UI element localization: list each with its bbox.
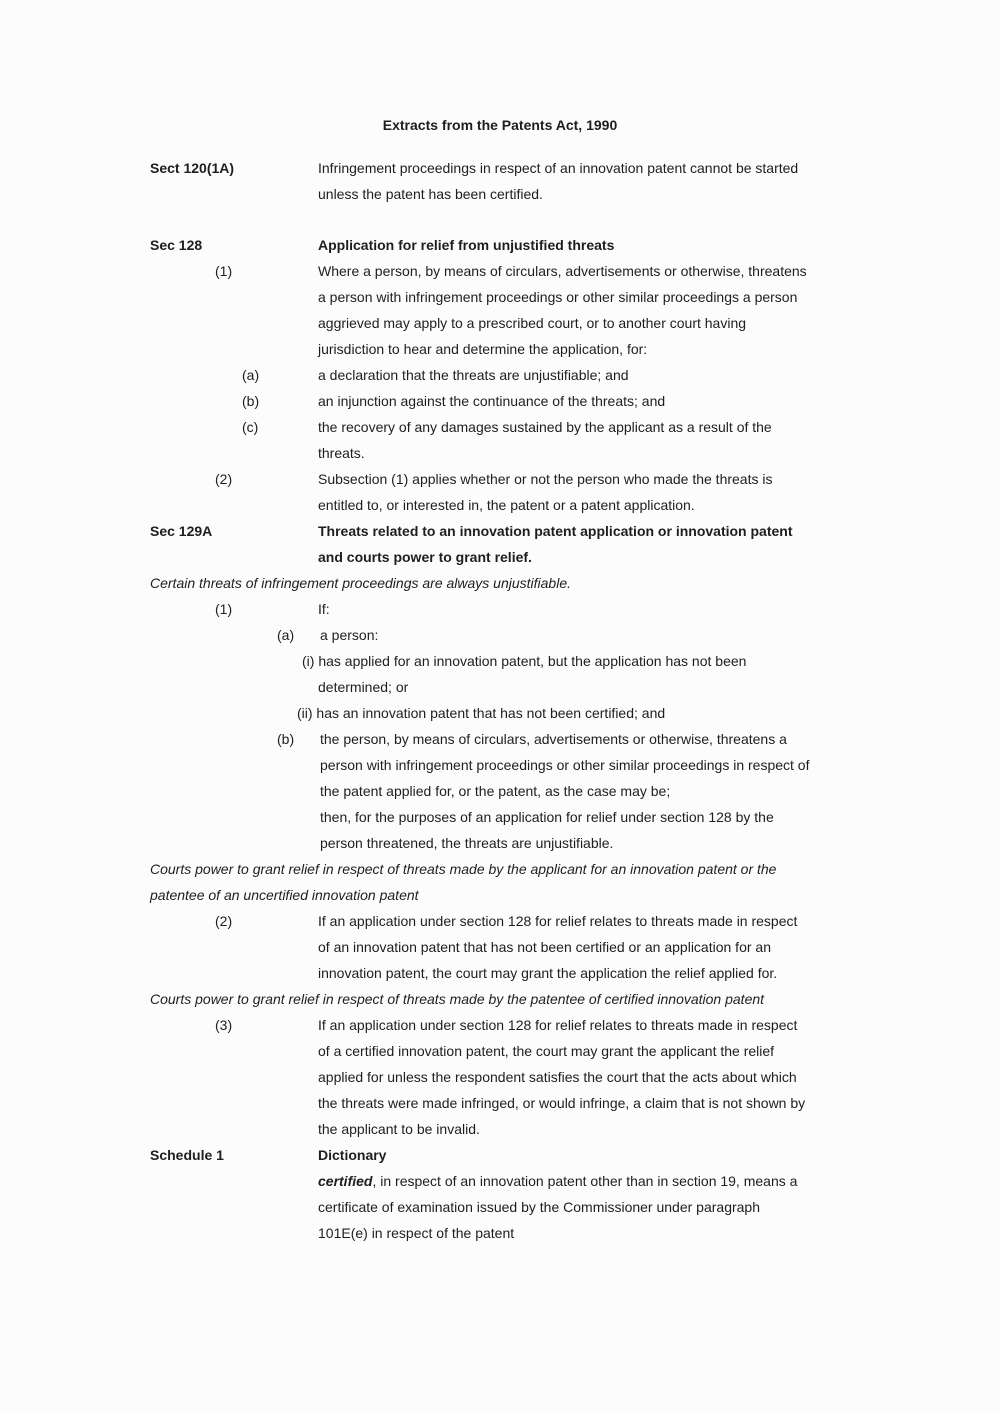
text-line: aggrieved may apply to a prescribed court, or to another court having	[318, 315, 747, 331]
text-line: innovation patent, the court may grant the application the relief applied for.	[318, 965, 778, 981]
text-line: 101E(e) in respect of the patent	[318, 1225, 515, 1241]
text-line: Infringement proceedings in respect of an innovation patent cannot be started	[318, 160, 799, 176]
text-line: then, for the purposes of an application for relief under section 128 by the	[320, 809, 774, 825]
text-line: Certain threats of infringement proceedings are always unjustifiable.	[150, 575, 572, 591]
section-label: Sec 128	[150, 237, 203, 253]
list-marker: (b)	[277, 731, 295, 747]
text-line: If an application under section 128 for relief relates to threats made in respect	[318, 1017, 798, 1033]
text-line: Where a person, by means of circulars, advertisements or otherwise, threatens	[318, 263, 807, 279]
list-marker: (c)	[242, 419, 259, 435]
subparagraph-i	[0, 648, 1000, 700]
defined-term: certified	[318, 1173, 373, 1189]
text-line: the applicant to be invalid.	[318, 1121, 480, 1137]
text-line: the recovery of any damages sustained by the applicant as a result of the	[318, 419, 772, 435]
text-line: determined; or	[318, 679, 409, 695]
italic-headnote	[150, 856, 1000, 908]
italic-headnote	[150, 570, 1000, 596]
text-line: certificate of examination issued by the Commissioner under paragraph	[318, 1199, 761, 1215]
text-line: patentee of an uncertified innovation patent	[150, 887, 419, 903]
statute-entry-sec-129a	[0, 518, 1000, 570]
list-marker: (1)	[215, 263, 233, 279]
text-line: applied for unless the respondent satisfies the court that the acts about which	[318, 1069, 797, 1085]
section-heading: Threats related to an innovation patent application or innovation patent	[318, 523, 793, 539]
definition-text: , in respect of an innovation patent other than in section 19, means a	[372, 1173, 798, 1189]
dictionary-definition-certified	[0, 1168, 1000, 1246]
section-heading: Application for relief from unjustified threats	[318, 237, 615, 253]
section-label: Schedule 1	[150, 1147, 224, 1163]
section-label: Sec 129A	[150, 523, 213, 539]
text-line: a declaration that the threats are unjustifiable; and	[318, 367, 629, 383]
paragraph-a-129a	[0, 622, 1000, 648]
list-marker: (b)	[242, 393, 260, 409]
italic-headnote	[150, 986, 1000, 1012]
paragraph-b-129a	[0, 726, 1000, 856]
text-line: a person:	[320, 627, 379, 643]
section-heading: and courts power to grant relief.	[318, 549, 532, 565]
list-marker: (1)	[215, 601, 233, 617]
list-marker: (2)	[215, 913, 233, 929]
text-line: unless the patent has been certified.	[318, 186, 543, 202]
statute-entry-sect-120-1a	[0, 155, 1000, 207]
list-marker: (a)	[242, 367, 260, 383]
text-line: jurisdiction to hear and determine the application, for:	[318, 341, 648, 357]
text-line: Courts power to grant relief in respect of threats made by the patentee of certified innovation patent	[150, 991, 765, 1007]
subsection-1-129a	[0, 596, 1000, 622]
paragraph-b	[0, 388, 1000, 414]
text-line: the person, by means of circulars, advertisements or otherwise, threatens a	[320, 731, 787, 747]
text-line: (i) has applied for an innovation patent, but the application has not been	[302, 653, 747, 669]
subparagraph-ii	[0, 700, 1000, 726]
text-line: an injunction against the continuance of the threats; and	[318, 393, 666, 409]
text-line: the threats were made infringed, or would infringe, a claim that is not shown by	[318, 1095, 806, 1111]
text-line: If an application under section 128 for relief relates to threats made in respect	[318, 913, 798, 929]
subsection-2	[0, 466, 1000, 518]
text-line: (ii) has an innovation patent that has not been certified; and	[297, 705, 666, 721]
subsection-1	[0, 258, 1000, 362]
paragraph-a	[0, 362, 1000, 388]
list-marker: (2)	[215, 471, 233, 487]
list-marker: (a)	[277, 627, 295, 643]
list-marker: (3)	[215, 1017, 233, 1033]
text-line: a person with infringement proceedings or other similar proceedings a person	[318, 289, 798, 305]
text-line: person threatened, the threats are unjustifiable.	[320, 835, 614, 851]
text-line	[318, 1168, 1000, 1194]
text-line: Courts power to grant relief in respect of threats made by the applicant for an innovation patent or the	[150, 861, 777, 877]
text-line: Subsection (1) applies whether or not the person who made the threats is	[318, 471, 773, 487]
text-line: If:	[318, 601, 330, 617]
section-label: Sect 120(1A)	[150, 160, 235, 176]
text-line: the patent applied for, or the patent, as the case may be;	[320, 783, 671, 799]
text-line: of an innovation patent that has not been certified or an application for an	[318, 939, 771, 955]
section-heading: Dictionary	[318, 1147, 387, 1163]
statute-entry-sec-128	[0, 232, 1000, 258]
subsection-3-129a	[0, 1012, 1000, 1142]
text-line: of a certified innovation patent, the court may grant the applicant the relief	[318, 1043, 775, 1059]
text-line: person with infringement proceedings or other similar proceedings in respect of	[320, 757, 810, 773]
subsection-2-129a	[0, 908, 1000, 986]
document-title: Extracts from the Patents Act, 1990	[382, 117, 618, 133]
text-line: threats.	[318, 445, 365, 461]
statute-entry-schedule-1	[0, 1142, 1000, 1168]
text-line: entitled to, or interested in, the patent or a patent application.	[318, 497, 695, 513]
paragraph-c	[0, 414, 1000, 466]
